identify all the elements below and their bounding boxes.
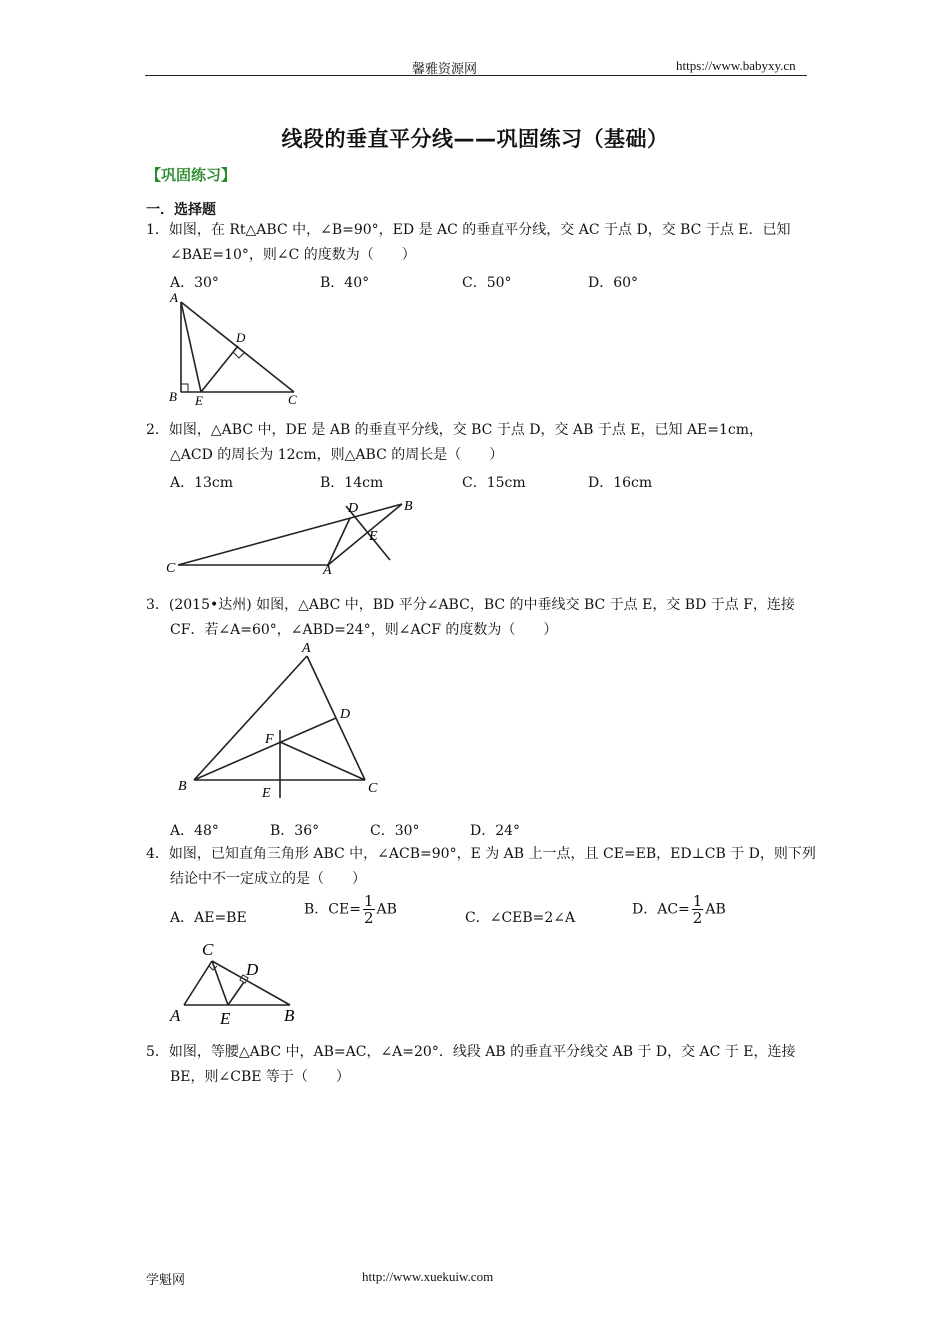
q1-figure [160,290,320,410]
q1-label-e: E [195,393,203,408]
q4-option-d-prefix: D．AC= [632,901,690,918]
q3-label-c: C [368,781,378,796]
q4-label-a: A [170,1006,181,1025]
q3-figure [170,638,390,808]
q2-label-e: E [369,529,378,544]
q3-label-f: F [265,732,274,747]
q1-label-a: A [170,290,178,305]
q1-label-b: B [169,389,177,404]
q1-option-c: C．50° [462,275,512,291]
q1-option-a: A．30° [170,275,219,291]
q1-option-d: D．60° [588,275,639,291]
q4-line2: 结论中不一定成立的是（ ） [170,871,366,887]
q2-line1: 2．如图，△ABC 中，DE 是 AB 的垂直平分线，交 BC 于点 D，交 AB 于点 E，已知 AE=1cm， [146,422,764,438]
footer-site: 学魁网 [146,1273,186,1288]
q3-line2: CF．若∠A=60°，∠ABD=24°，则∠ACF 的度数为（ ） [170,622,558,638]
q2-option-b: B．14cm [320,475,384,491]
q4-option-b-fraction [363,893,375,926]
q3-option-a: A．48° [170,823,219,839]
q4-line1: 4．如图，已知直角三角形 ABC 中，∠ACB=90°，E 为 AB 上一点，且 CE=EB，ED⊥CB 于 D，则下列 [146,846,816,862]
q4-option-d-fraction [692,893,704,926]
q1-option-b: B．40° [320,275,370,291]
header-url[interactable]: https://www.babyxy.cn [676,58,796,73]
q1-line2: ∠BAE=10°，则∠C 的度数为（ ） [170,247,416,263]
q4-option-b [304,893,397,926]
q2-option-d: D．16cm [588,475,653,491]
q2-line2: △ACD 的周长为 12cm，则△ABC 的周长是（ ） [170,447,504,463]
q4-option-b-suffix: AB [376,901,397,918]
q1-label-d: D [236,330,246,345]
q4-option-d-suffix: AB [705,901,726,918]
q3-option-c: C．30° [370,823,420,839]
q4-option-c: C．∠CEB=2∠A [465,910,576,926]
header-divider [145,75,807,76]
q2-label-b: B [404,499,413,514]
q1-line1: 1．如图，在 Rt△ABC 中，∠B=90°，ED 是 AC 的垂直平分线，交 AC 于点 D，交 BC 于点 E．已知 [146,222,791,238]
fraction-numerator: 1 [363,892,374,910]
footer-url[interactable]: http://www.xuekuiw.com [362,1269,494,1284]
q4-figure [160,935,310,1030]
q2-figure [160,490,430,580]
fraction-denominator: 2 [363,909,374,927]
q4-option-d [632,893,726,926]
q4-label-b: B [284,1006,295,1025]
q3-option-d: D．24° [470,823,521,839]
q4-option-a: A．AE=BE [170,910,247,926]
q5-line2: BE，则∠CBE 等于（ ） [170,1069,350,1085]
q4-option-b-prefix: B．CE= [304,901,361,918]
q4-label-d: D [246,960,259,979]
q3-option-b: B．36° [270,823,320,839]
q3-label-a: A [302,641,311,656]
fraction-numerator: 1 [692,892,703,910]
q4-label-e: E [220,1009,231,1028]
header-site: 馨雅资源网 [412,62,478,77]
q4-label-c: C [202,940,214,959]
subsection-heading: 一．选择题 [146,202,216,218]
section-heading: 【巩固练习】 [146,166,237,184]
q3-label-b: B [178,779,187,794]
q2-label-c: C [166,561,176,576]
q3-label-e: E [262,786,271,801]
q3-label-d: D [340,707,351,722]
page-title: 线段的垂直平分线——巩固练习（基础） [281,127,669,151]
q1-label-c: C [288,392,297,407]
q2-option-a: A．13cm [170,475,234,491]
fraction-denominator: 2 [692,909,703,927]
q2-label-d: D [348,501,359,516]
q5-line1: 5．如图，等腰△ABC 中，AB=AC，∠A=20°．线段 AB 的垂直平分线交 AB 于 D，交 AC 于 E，连接 [146,1044,796,1060]
q2-label-a: A [323,563,332,578]
q3-line1: 3．(2015•达州) 如图，△ABC 中，BD 平分∠ABC，BC 的中垂线交 BC 于点 E，交 BD 于点 F，连接 [146,597,795,613]
q2-option-c: C．15cm [462,475,526,491]
